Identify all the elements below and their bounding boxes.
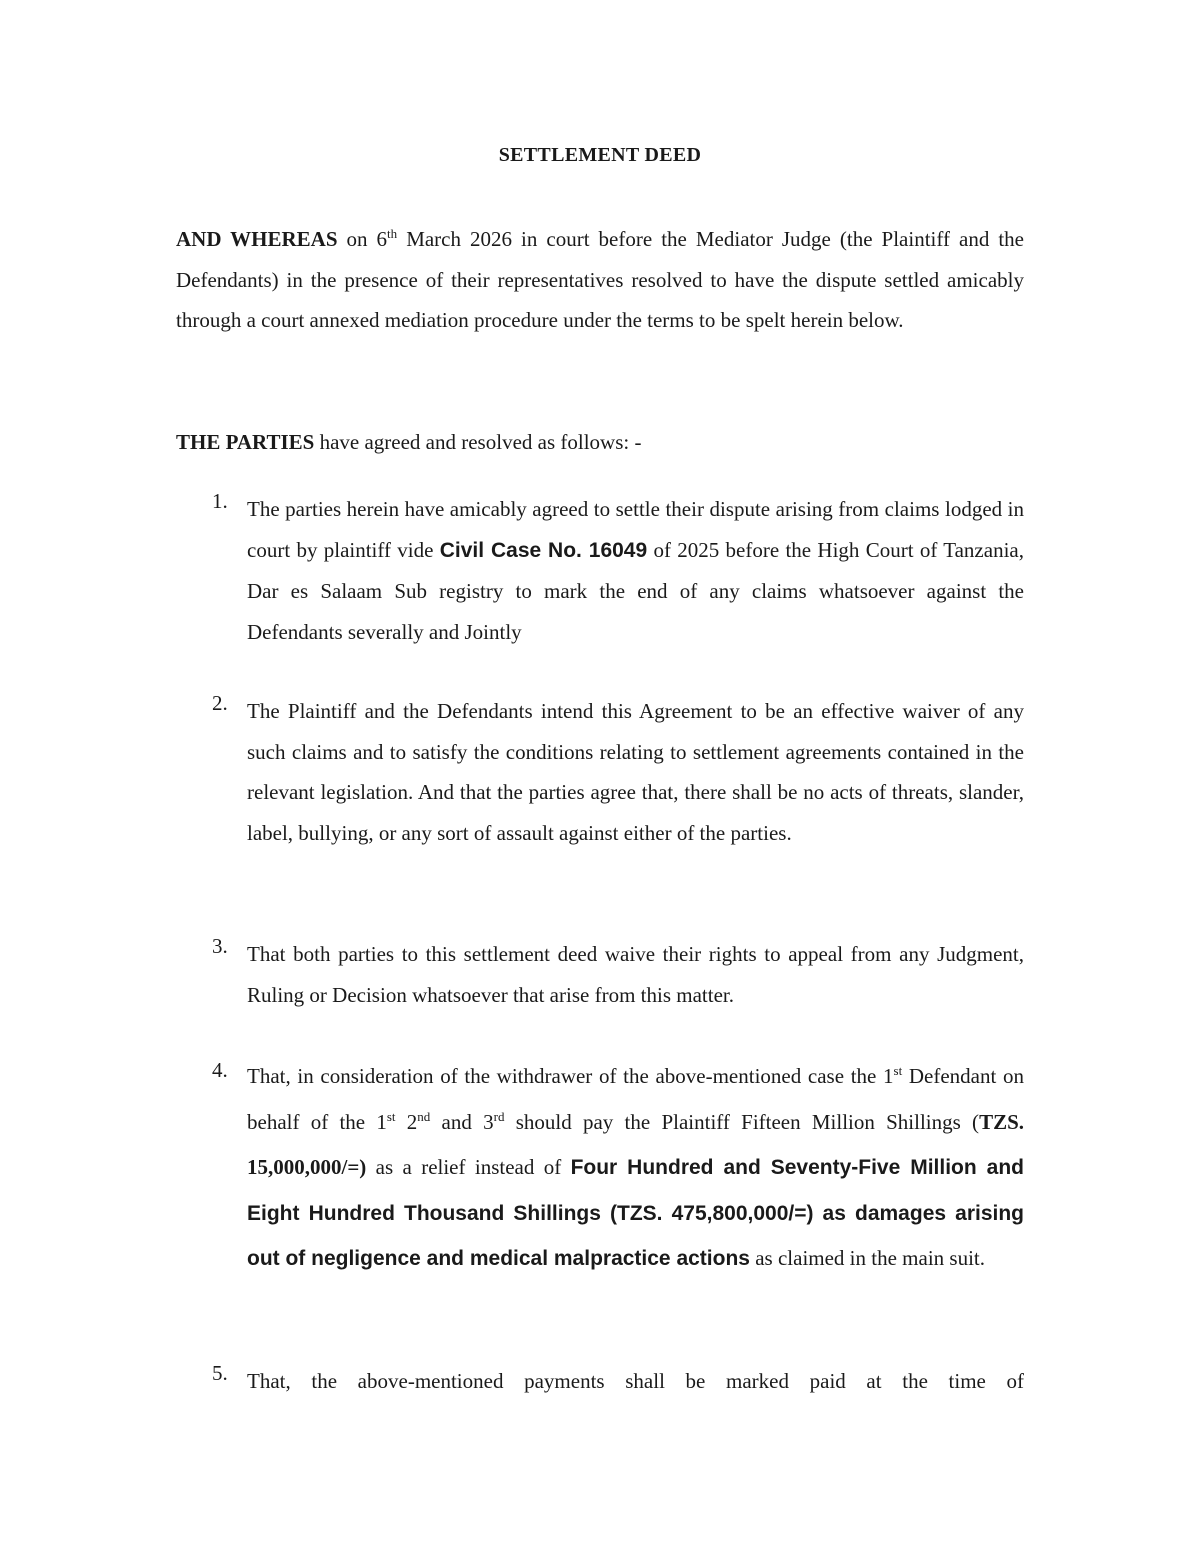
- ordinal-suffix: rd: [493, 1108, 505, 1124]
- clause-4: [176, 1054, 1024, 1282]
- clause-number: 5.: [212, 1361, 228, 1385]
- case-number: Civil Case No. 16049: [439, 538, 648, 562]
- clause-3: [176, 934, 1024, 1015]
- clause-text: as a relief instead of: [366, 1155, 571, 1179]
- clause-text: 2: [395, 1109, 418, 1134]
- whereas-paragraph: [176, 219, 1024, 341]
- clause-number: 4.: [212, 1058, 228, 1082]
- clause-body: That both parties to this settlement deed waive their rights to appeal from any Judgment, Ruling or Decision whatsoever that arise from this matter.: [247, 942, 1024, 1007]
- clause-body: That, the above-mentioned payments shall be marked paid at the time of: [247, 1369, 1024, 1393]
- clause-number: 3.: [212, 934, 228, 958]
- whereas-text-2: March 2026 in court before the Mediator Judge (the Plaintiff and the Defendants) in the presence of their representatives resolved to have the dispute settled amicably through a court annexed mediation procedure under the terms to be spelt herein below.: [176, 227, 1024, 332]
- ordinal-suffix: st: [386, 1108, 396, 1124]
- clause-text: and 3: [430, 1109, 494, 1134]
- parties-lead: THE PARTIES: [176, 430, 315, 454]
- damages-claim: Four Hundred and Seventy-Five Million and Eight Hundred Thousand Shillings (TZS. 475,800,000/=) as damages arising out of negligence and medical malpractice actions: [247, 1156, 1024, 1270]
- ordinal-suffix: st: [893, 1063, 903, 1078]
- relief-amount: TZS. 15,000,000/=): [247, 1109, 1025, 1179]
- ordinal-suffix: nd: [417, 1108, 431, 1124]
- clause-body: [247, 489, 1024, 652]
- clause-text: of 2025 before the High Court of Tanzania, Dar es Salaam Sub registry to mark the end of any claims whatsoever against the Defendants severally and Jointly: [247, 537, 1024, 644]
- clause-number: 2.: [212, 691, 228, 715]
- whereas-lead: AND WHEREAS: [176, 227, 338, 251]
- clause-text: Defendant on behalf of the 1: [247, 1064, 1024, 1134]
- document-title: SETTLEMENT DEED: [498, 144, 702, 166]
- clause-text: should pay the Plaintiff Fifteen Million Shillings (: [504, 1109, 980, 1134]
- clause-text: as claimed in the main suit.: [749, 1246, 985, 1270]
- whereas-text-1: on 6: [337, 227, 388, 251]
- clause-body: [247, 1054, 1024, 1282]
- clause-text: The parties herein have amicably agreed to settle their dispute arising from claims lodged in court by plaintiff vide: [247, 497, 1024, 562]
- whereas-date-suffix: th: [387, 226, 398, 241]
- clause-2: [176, 691, 1024, 853]
- parties-paragraph: [176, 422, 1024, 463]
- clause-5: [176, 1361, 1024, 1402]
- clause-number: 1.: [212, 489, 228, 513]
- clause-text: That, in consideration of the withdrawer of the above-mentioned case the 1: [247, 1064, 894, 1088]
- clause-1: [176, 489, 1024, 652]
- parties-text: have agreed and resolved as follows: -: [314, 430, 642, 454]
- clause-body: The Plaintiff and the Defendants intend this Agreement to be an effective waiver of any such claims and to satisfy the conditions relating to settlement agreements contained in the relevant legislation. And that the parties agree that, there shall be no acts of threats, slander, label, bullying, or any sort of assault against either of the parties.: [247, 699, 1024, 845]
